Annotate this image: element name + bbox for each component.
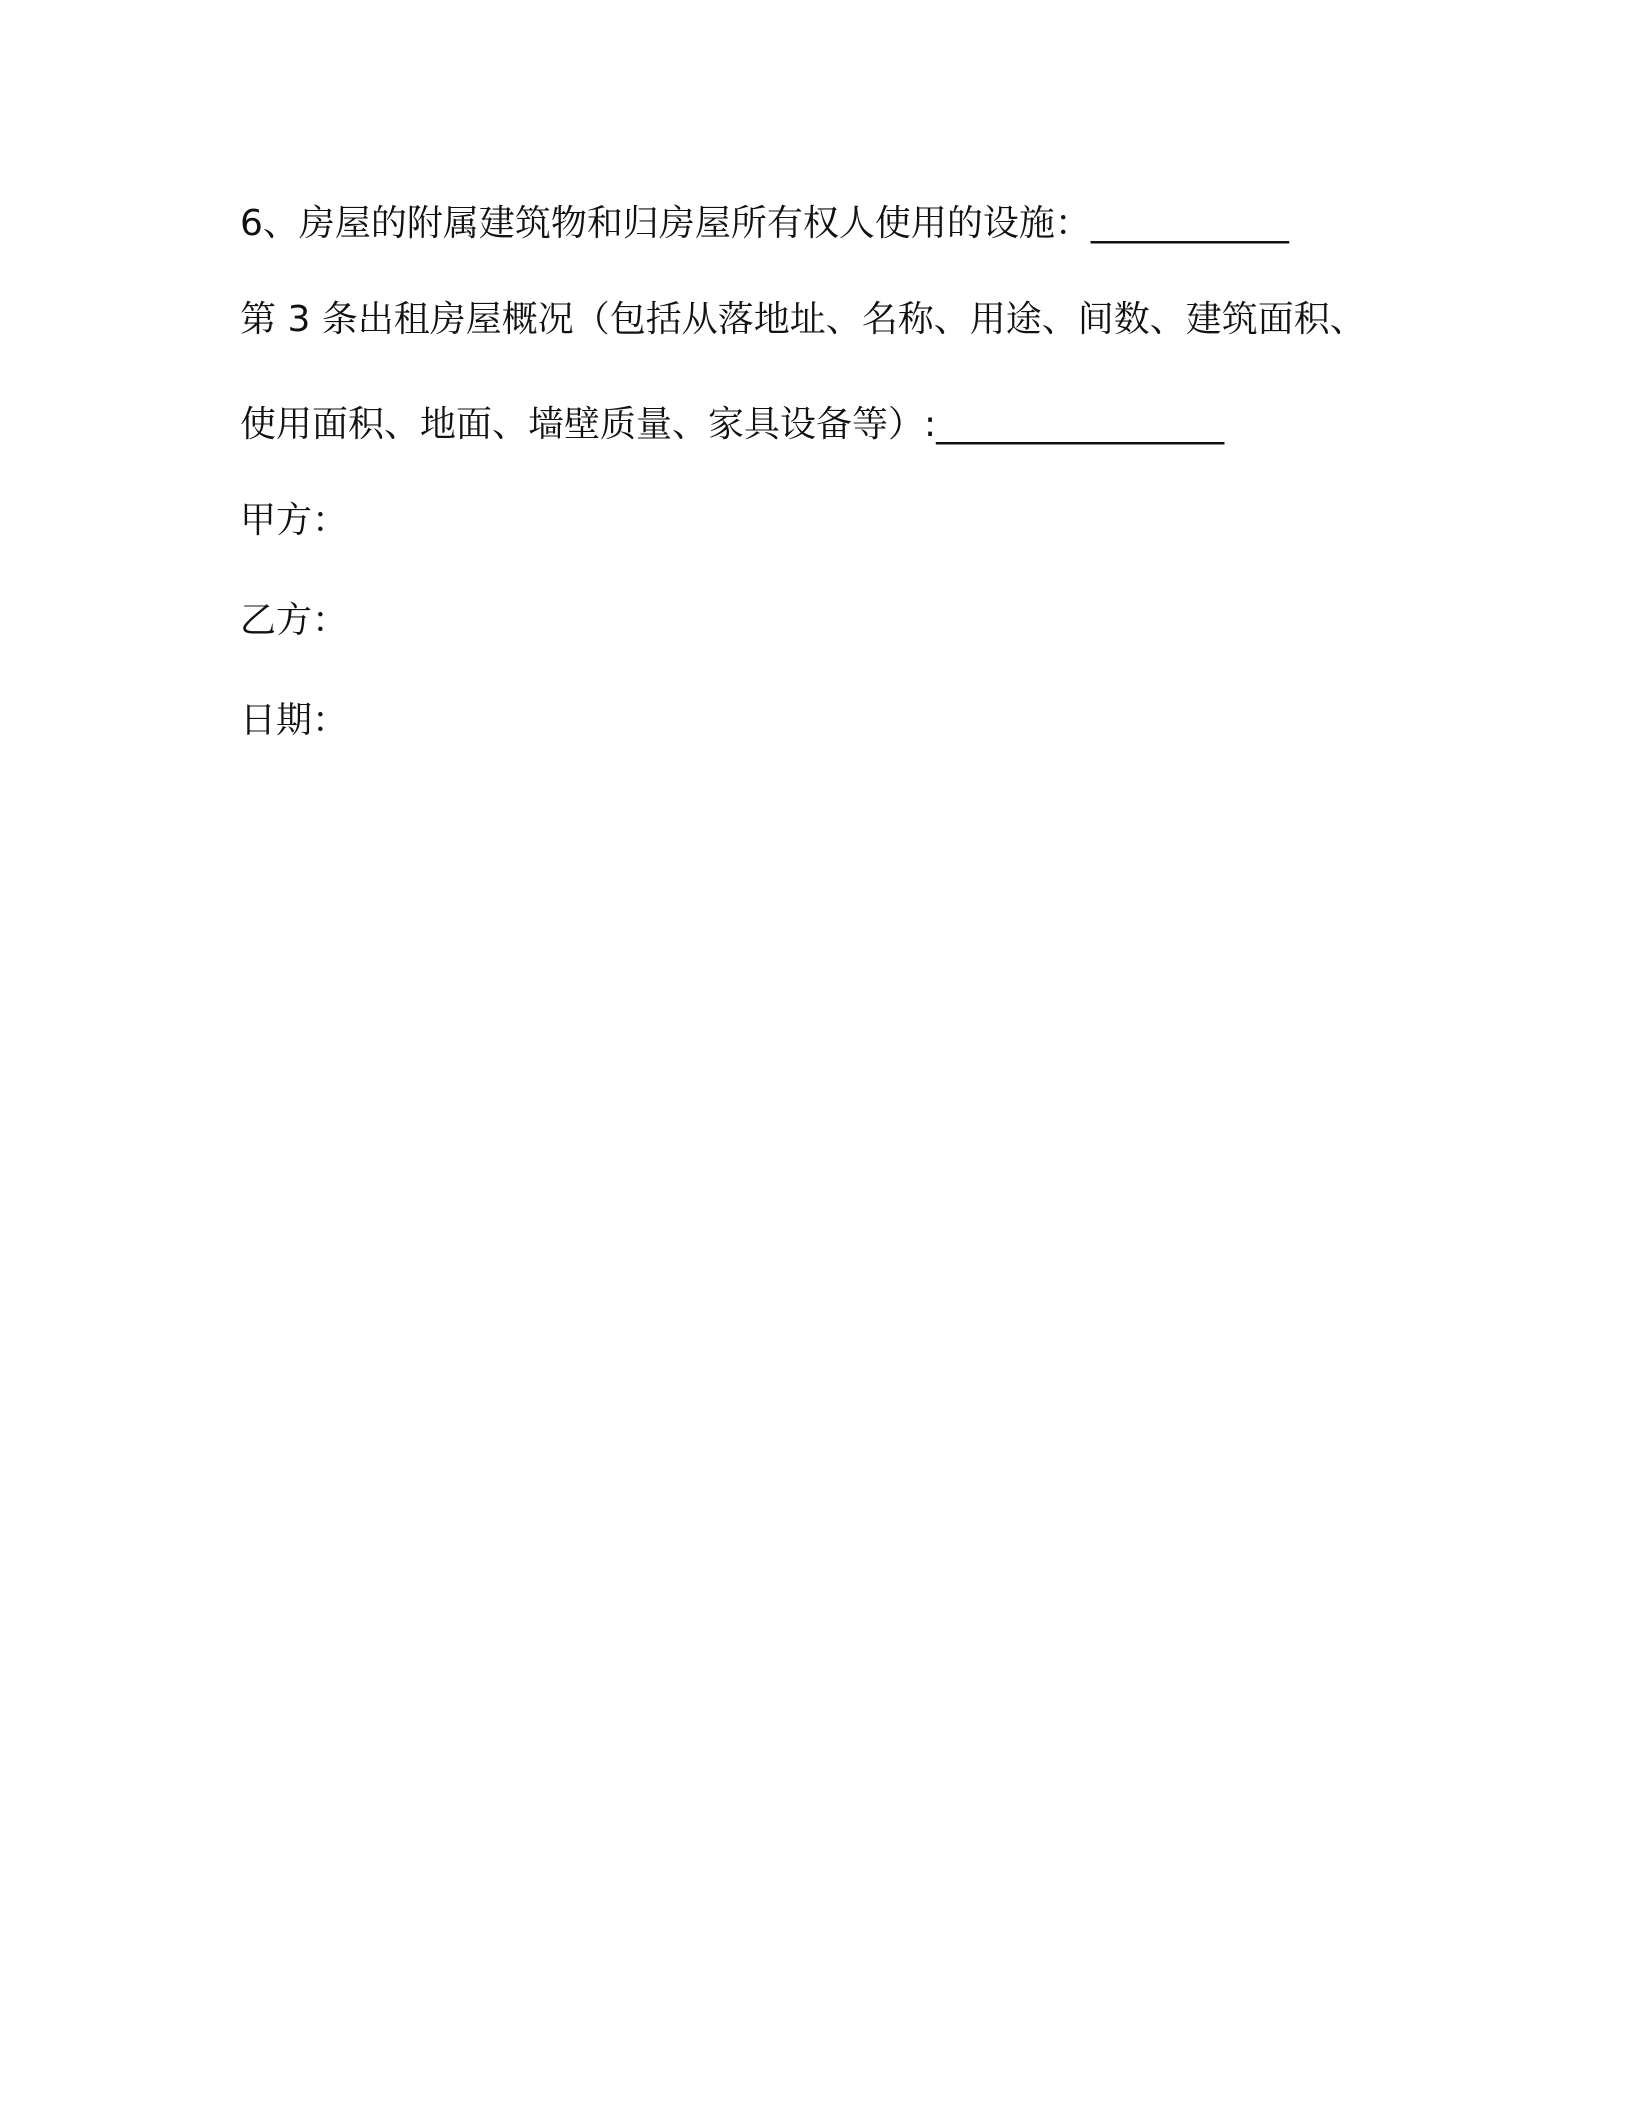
party-b-label: 乙方： [240,600,349,641]
party-a-label: 甲方： [240,500,349,541]
clause-6-facilities-line: 6、房屋的附属建筑物和归房屋所有权人使用的设施：___________ [240,203,1289,244]
article-3-overview-line-2: 使用面积、地面、墙壁质量、家具设备等）:________________ [240,404,1225,445]
date-label: 日期： [240,700,349,741]
article-3-overview-line-1: 第 3 条出租房屋概况（包括从落地址、名称、用途、间数、建筑面积、 [240,299,1366,340]
